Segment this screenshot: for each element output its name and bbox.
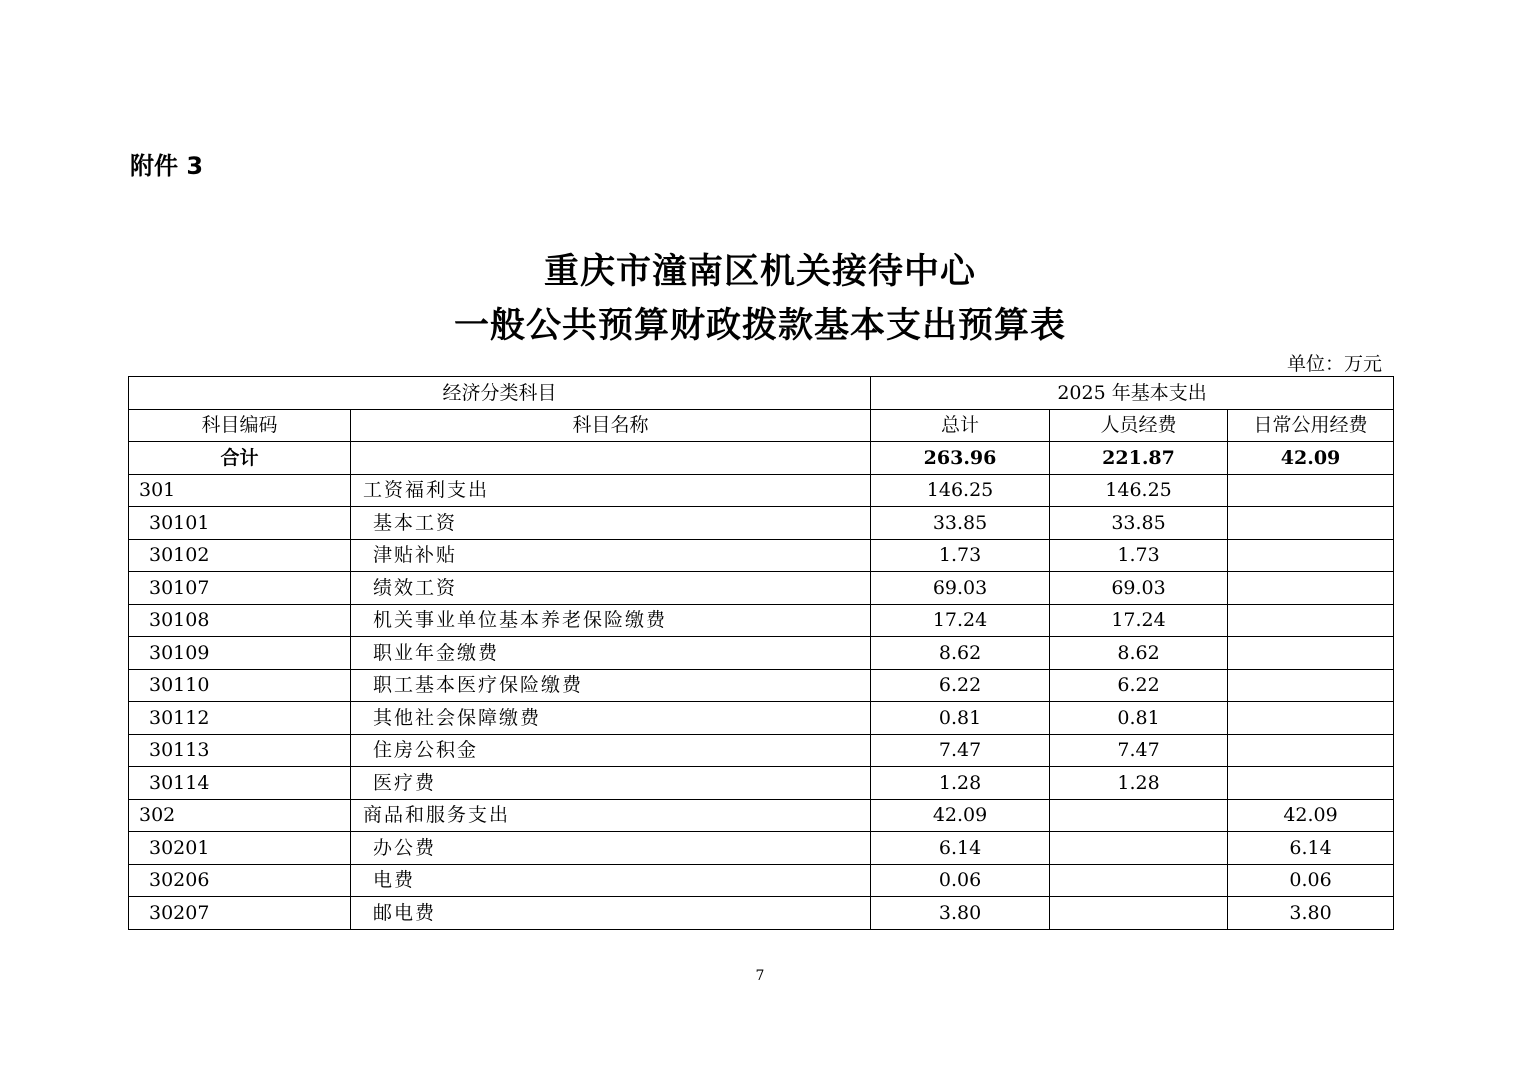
row-personnel [1050, 897, 1228, 930]
table-total-row [129, 442, 1394, 475]
row-code: 30113 [129, 734, 351, 767]
row-name: 邮电费 [351, 897, 871, 930]
row-personnel [1050, 864, 1228, 897]
row-public [1228, 572, 1394, 605]
row-personnel [1050, 799, 1228, 832]
row-code: 30206 [129, 864, 351, 897]
column-header-total: 总计 [871, 409, 1050, 442]
row-name: 其他社会保障缴费 [351, 702, 871, 735]
row-personnel: 1.28 [1050, 767, 1228, 800]
table-row [129, 604, 1394, 637]
table-row [129, 507, 1394, 540]
row-personnel: 33.85 [1050, 507, 1228, 540]
row-total: 33.85 [871, 507, 1050, 540]
row-public: 3.80 [1228, 897, 1394, 930]
unit-label: 单位：万元 [1286, 353, 1382, 375]
table-row [129, 799, 1394, 832]
row-name: 工资福利支出 [351, 474, 871, 507]
row-total: 1.28 [871, 767, 1050, 800]
row-name: 基本工资 [351, 507, 871, 540]
group-header-basic-expenditure: 2025 年基本支出 [871, 377, 1394, 410]
table-group-header-row [129, 377, 1394, 410]
table-row [129, 734, 1394, 767]
row-personnel: 17.24 [1050, 604, 1228, 637]
row-code: 30201 [129, 832, 351, 865]
row-name: 住房公积金 [351, 734, 871, 767]
row-public [1228, 702, 1394, 735]
row-total: 42.09 [871, 799, 1050, 832]
row-code: 302 [129, 799, 351, 832]
row-total: 17.24 [871, 604, 1050, 637]
page-subtitle: 一般公共预算财政拨款基本支出预算表 [453, 305, 1066, 346]
row-name: 机关事业单位基本养老保险缴费 [351, 604, 871, 637]
row-name: 职业年金缴费 [351, 637, 871, 670]
row-code: 30110 [129, 669, 351, 702]
column-header-personnel: 人员经费 [1050, 409, 1228, 442]
table-row [129, 572, 1394, 605]
row-public [1228, 604, 1394, 637]
row-personnel: 0.81 [1050, 702, 1228, 735]
row-name: 电费 [351, 864, 871, 897]
row-code: 30112 [129, 702, 351, 735]
row-total: 0.81 [871, 702, 1050, 735]
row-public [1228, 474, 1394, 507]
row-code: 30107 [129, 572, 351, 605]
row-total: 69.03 [871, 572, 1050, 605]
table-row [129, 637, 1394, 670]
row-name: 商品和服务支出 [351, 799, 871, 832]
total-label: 合计 [129, 442, 351, 475]
row-name: 绩效工资 [351, 572, 871, 605]
row-personnel: 69.03 [1050, 572, 1228, 605]
row-public: 42.09 [1228, 799, 1394, 832]
row-personnel: 6.22 [1050, 669, 1228, 702]
row-personnel: 7.47 [1050, 734, 1228, 767]
budget-table [128, 376, 1394, 930]
table-row [129, 474, 1394, 507]
row-total: 3.80 [871, 897, 1050, 930]
row-personnel: 146.25 [1050, 474, 1228, 507]
row-total: 1.73 [871, 539, 1050, 572]
table-row [129, 702, 1394, 735]
table-row [129, 832, 1394, 865]
table-row [129, 669, 1394, 702]
table-header-row [129, 409, 1394, 442]
row-personnel: 8.62 [1050, 637, 1228, 670]
attachment-label: 附件 3 [130, 152, 204, 180]
row-total: 6.14 [871, 832, 1050, 865]
row-code: 30102 [129, 539, 351, 572]
row-name: 办公费 [351, 832, 871, 865]
column-header-code: 科目编码 [129, 409, 351, 442]
row-personnel: 1.73 [1050, 539, 1228, 572]
row-public [1228, 637, 1394, 670]
row-public [1228, 734, 1394, 767]
row-public [1228, 507, 1394, 540]
row-total: 6.22 [871, 669, 1050, 702]
row-public [1228, 767, 1394, 800]
table-row [129, 897, 1394, 930]
row-code: 30114 [129, 767, 351, 800]
row-public: 6.14 [1228, 832, 1394, 865]
row-name: 津贴补贴 [351, 539, 871, 572]
row-public [1228, 539, 1394, 572]
table-row [129, 767, 1394, 800]
row-code: 30207 [129, 897, 351, 930]
total-personnel: 221.87 [1050, 442, 1228, 475]
table-row [129, 864, 1394, 897]
group-header-economic-category: 经济分类科目 [129, 377, 871, 410]
row-total: 7.47 [871, 734, 1050, 767]
row-public [1228, 669, 1394, 702]
row-personnel [1050, 832, 1228, 865]
row-total: 0.06 [871, 864, 1050, 897]
total-public: 42.09 [1228, 442, 1394, 475]
page-number: 7 [755, 968, 765, 984]
column-header-name: 科目名称 [351, 409, 871, 442]
total-sum: 263.96 [871, 442, 1050, 475]
table-row [129, 539, 1394, 572]
column-header-public: 日常公用经费 [1228, 409, 1394, 442]
row-total: 8.62 [871, 637, 1050, 670]
total-name-cell [351, 442, 871, 475]
row-code: 301 [129, 474, 351, 507]
row-public: 0.06 [1228, 864, 1394, 897]
row-total: 146.25 [871, 474, 1050, 507]
row-name: 职工基本医疗保险缴费 [351, 669, 871, 702]
row-code: 30109 [129, 637, 351, 670]
row-code: 30108 [129, 604, 351, 637]
page-title: 重庆市潼南区机关接待中心 [543, 251, 976, 292]
row-name: 医疗费 [351, 767, 871, 800]
row-code: 30101 [129, 507, 351, 540]
